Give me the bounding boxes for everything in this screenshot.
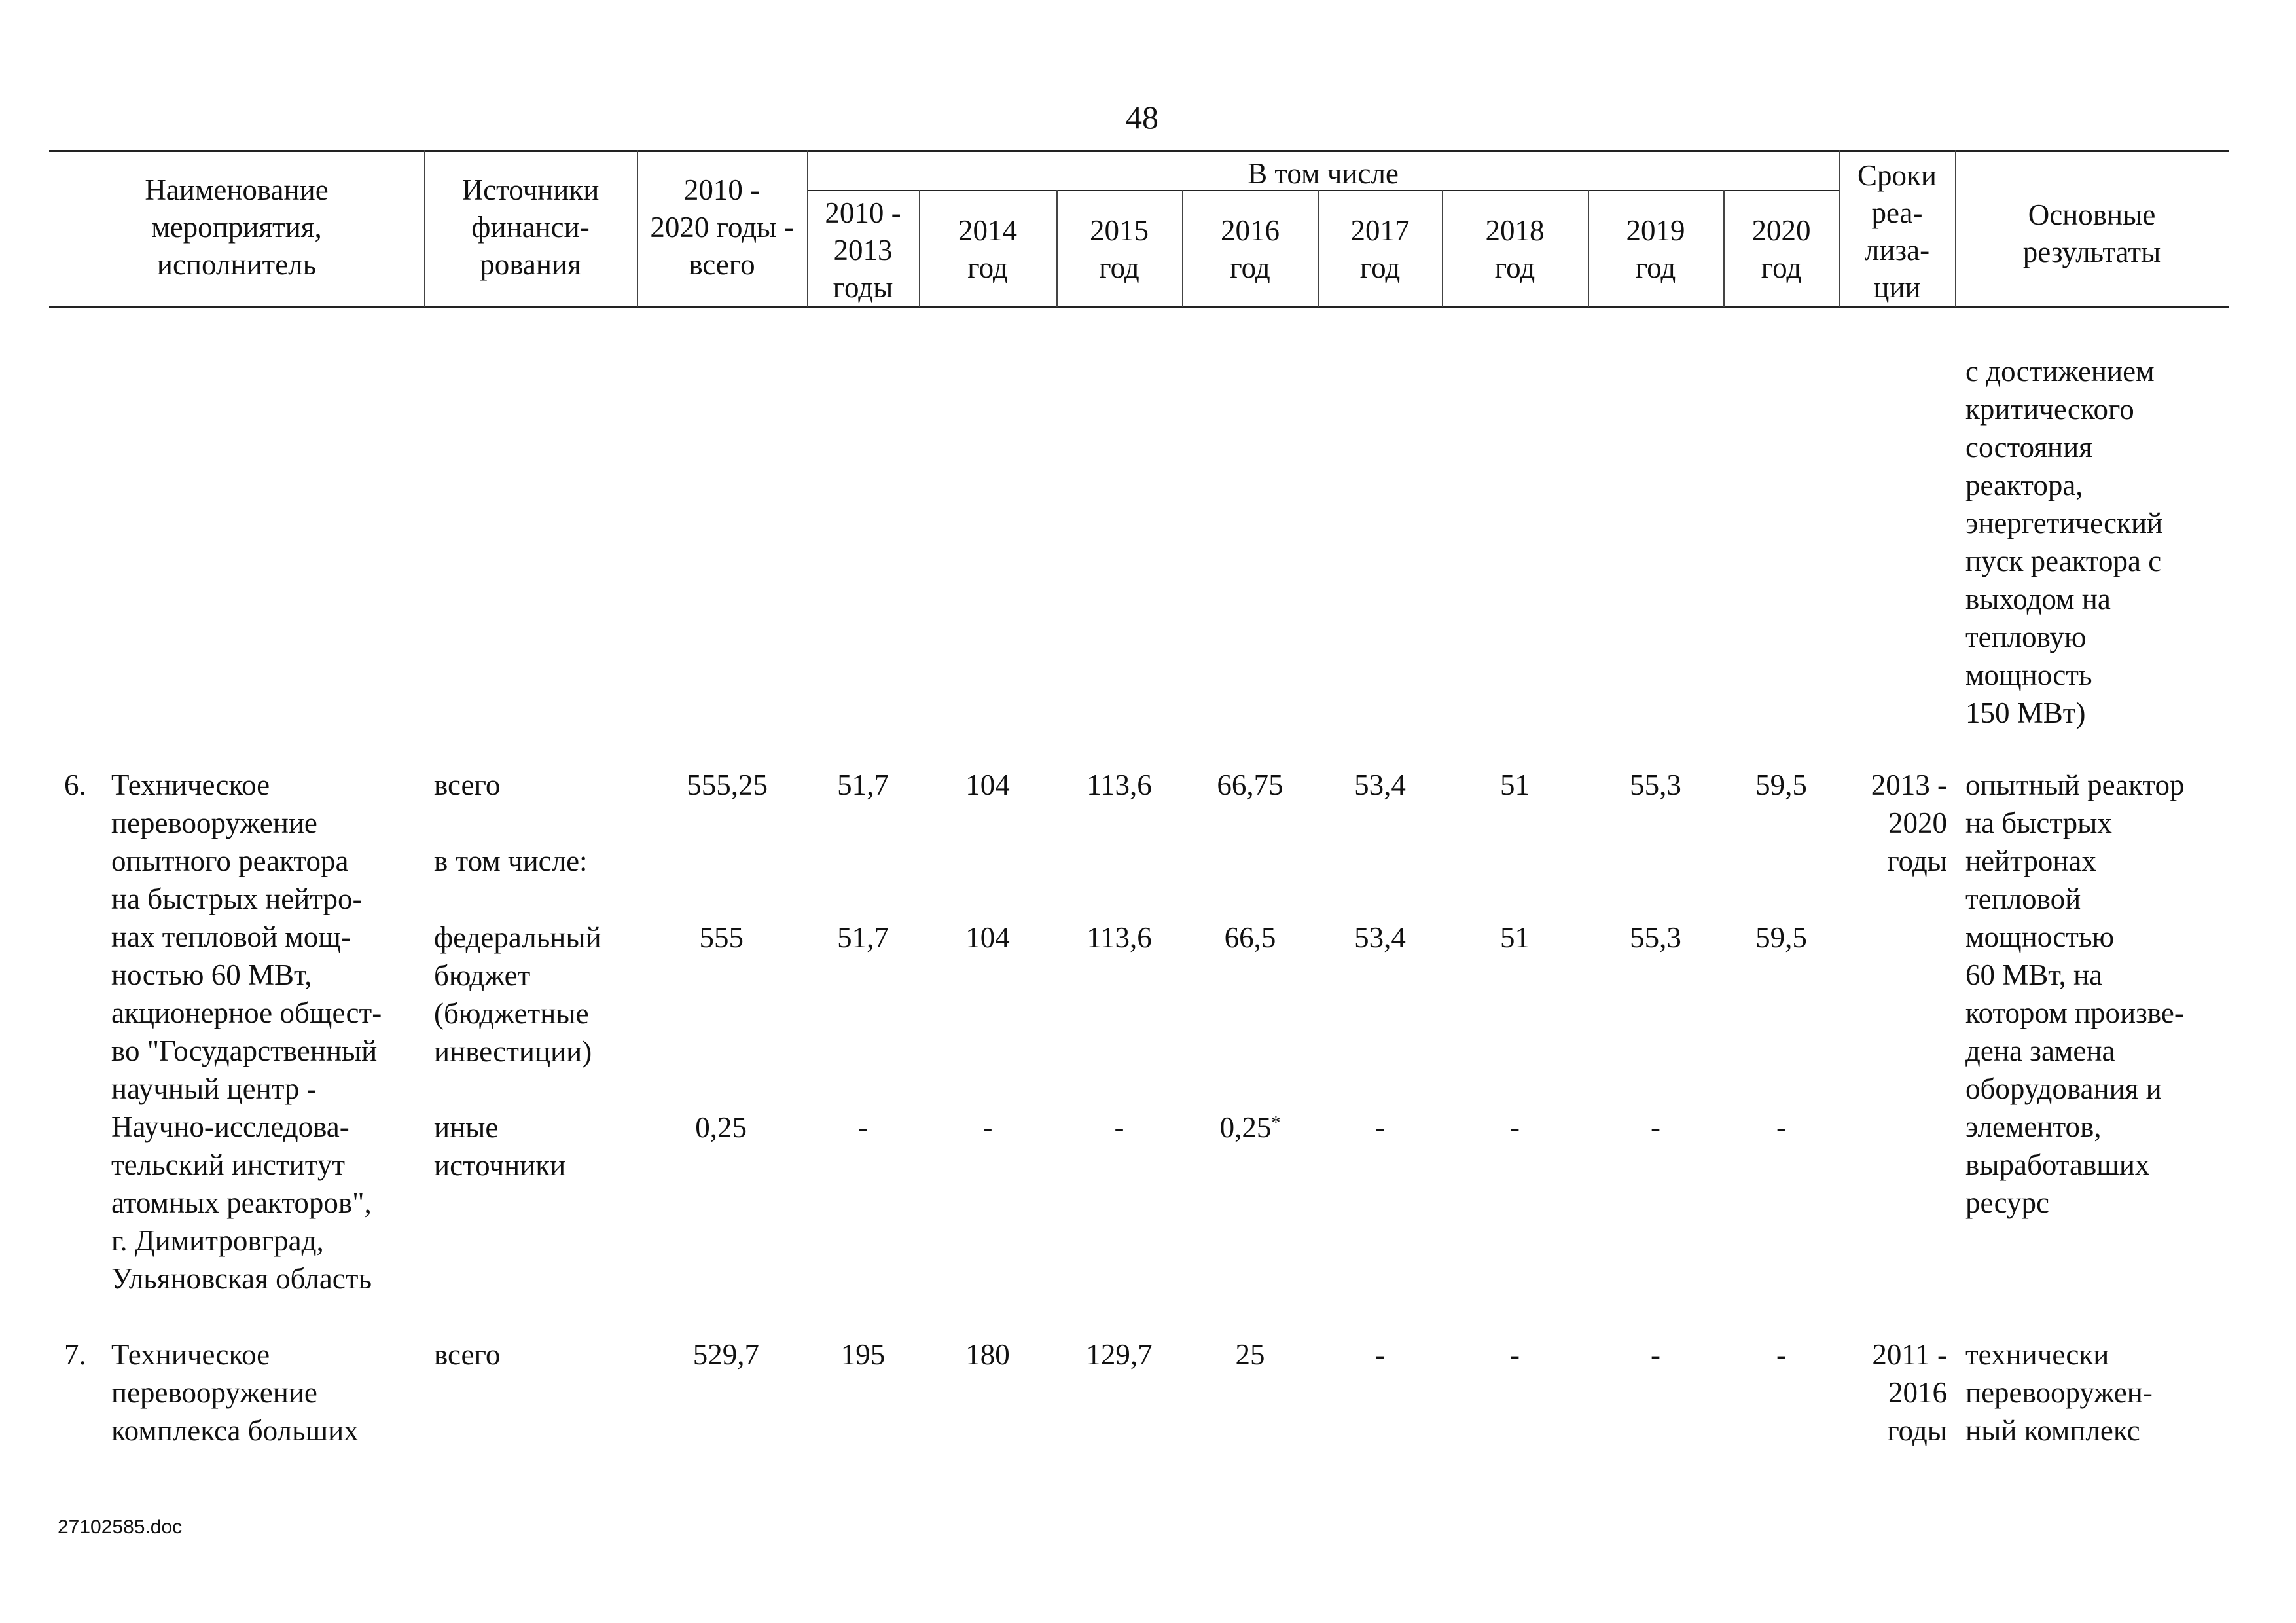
row7-total-2010-2013: 195	[840, 1338, 886, 1371]
row6-other-2019: -	[1651, 1111, 1660, 1144]
continuation-results: с достижением критического состояния реактора, энергетический пуск реактора с выходом на тепловую мощность 150 МВт)	[1965, 355, 2163, 729]
row6-federal-2014: 104	[965, 921, 1010, 954]
header-year-2017: 2017 год	[1350, 214, 1410, 284]
row6-other-2016	[1182, 1108, 1318, 1146]
row6-other-2017: -	[1375, 1111, 1385, 1144]
row6-total-2017: 53,4	[1354, 769, 1406, 801]
row6-terms: 2013 - 2020 годы	[1871, 769, 1947, 877]
row7-total-2017: -	[1375, 1338, 1385, 1371]
row7-total-all: 529,7	[692, 1338, 759, 1371]
row6-name: Техническое перевооружение опытного реактора на быстрых нейтро- нах тепловой мощ- ностью 60 МВт, акционерное общест- во "Государственный научный центр - Научно-исследова- тельский институт атомных реакторов", г. Димитровград, Ульяновская область	[111, 769, 382, 1295]
row7-terms: 2011 - 2016 годы	[1872, 1338, 1947, 1447]
header-name: Наименование мероприятия, исполнитель	[145, 173, 329, 281]
row7-total-2018: -	[1510, 1338, 1520, 1371]
row6-federal-2016: 66,5	[1224, 921, 1276, 954]
row6-total-2018: 51	[1500, 769, 1530, 801]
row7-total-2016: 25	[1235, 1338, 1265, 1371]
header-bottom-rule	[49, 306, 2229, 308]
row6-total-2014: 104	[965, 769, 1010, 801]
row6-total-2016: 66,75	[1217, 769, 1283, 801]
row7-source-total: всего	[434, 1338, 501, 1371]
row6-federal-2018: 51	[1500, 921, 1530, 954]
row6-other-2010-2013: -	[858, 1111, 868, 1144]
table-top-rule	[49, 150, 2229, 152]
row6-federal-2015: 113,6	[1086, 921, 1152, 954]
row6-other-all: 0,25	[695, 1111, 747, 1144]
row6-total-2015: 113,6	[1086, 769, 1152, 801]
row7-results: технически перевооружен- ный комплекс	[1965, 1338, 2153, 1447]
row6-federal-2017: 53,4	[1354, 921, 1406, 954]
row6-source-including: в том числе:	[434, 845, 588, 877]
header-year-2015: 2015 год	[1090, 214, 1149, 284]
row6-total-all: 555,25	[687, 769, 768, 801]
header-year-2020: 2020 год	[1751, 214, 1811, 284]
row6-number: 6.	[64, 769, 86, 801]
row6-total-2020: 59,5	[1755, 769, 1807, 801]
header-year-2010-2013: 2010 - 2013 годы	[825, 196, 901, 304]
row7-total-2014: 180	[965, 1338, 1010, 1371]
row7-name: Техническое перевооружение комплекса больших	[111, 1338, 359, 1447]
row6-federal-all: 555	[699, 921, 744, 954]
row7-total-2019: -	[1651, 1338, 1660, 1371]
header-year-2014: 2014 год	[958, 214, 1017, 284]
page-number: 48	[1126, 99, 1158, 136]
header-including: В том числе	[1247, 157, 1399, 190]
row6-other-2018: -	[1510, 1111, 1520, 1144]
header-year-2018: 2018 год	[1485, 214, 1545, 284]
row6-other-2014: -	[982, 1111, 993, 1144]
row6-federal-2019: 55,3	[1630, 921, 1681, 954]
row6-other-2020: -	[1776, 1111, 1786, 1144]
header-total: 2010 - 2020 годы - всего	[650, 173, 794, 281]
header-results: Основные результаты	[2022, 198, 2161, 268]
header-year-2016: 2016 год	[1221, 214, 1280, 284]
footer-filename: 27102585.doc	[58, 1516, 183, 1538]
row6-federal-2010-2013: 51,7	[837, 921, 889, 954]
row6-source-total: всего	[434, 769, 501, 801]
row6-source-federal: федеральный бюджет (бюджетные инвестиции)	[434, 921, 601, 1068]
row7-total-2020: -	[1776, 1338, 1786, 1371]
row6-other-2016-value: 0,25	[1219, 1111, 1272, 1144]
row7-total-2015: 129,7	[1086, 1338, 1153, 1371]
row6-total-2010-2013: 51,7	[837, 769, 889, 801]
header-terms: Сроки реа- лиза- ции	[1857, 159, 1937, 304]
row6-results: опытный реактор на быстрых нейтронах тепловой мощностью 60 МВт, на котором произве- дена замена оборудования и элементов, выработавших ресурс	[1965, 769, 2185, 1219]
header-sources: Источники финанси- рования	[461, 173, 600, 281]
row6-source-other: иные источники	[434, 1111, 566, 1182]
row6-other-2015: -	[1114, 1111, 1124, 1144]
row6-federal-2020: 59,5	[1755, 921, 1807, 954]
row6-total-2019: 55,3	[1630, 769, 1681, 801]
footnote-mark: *	[1271, 1113, 1281, 1133]
header-year-2019: 2019 год	[1626, 214, 1685, 284]
row7-number: 7.	[64, 1338, 86, 1371]
